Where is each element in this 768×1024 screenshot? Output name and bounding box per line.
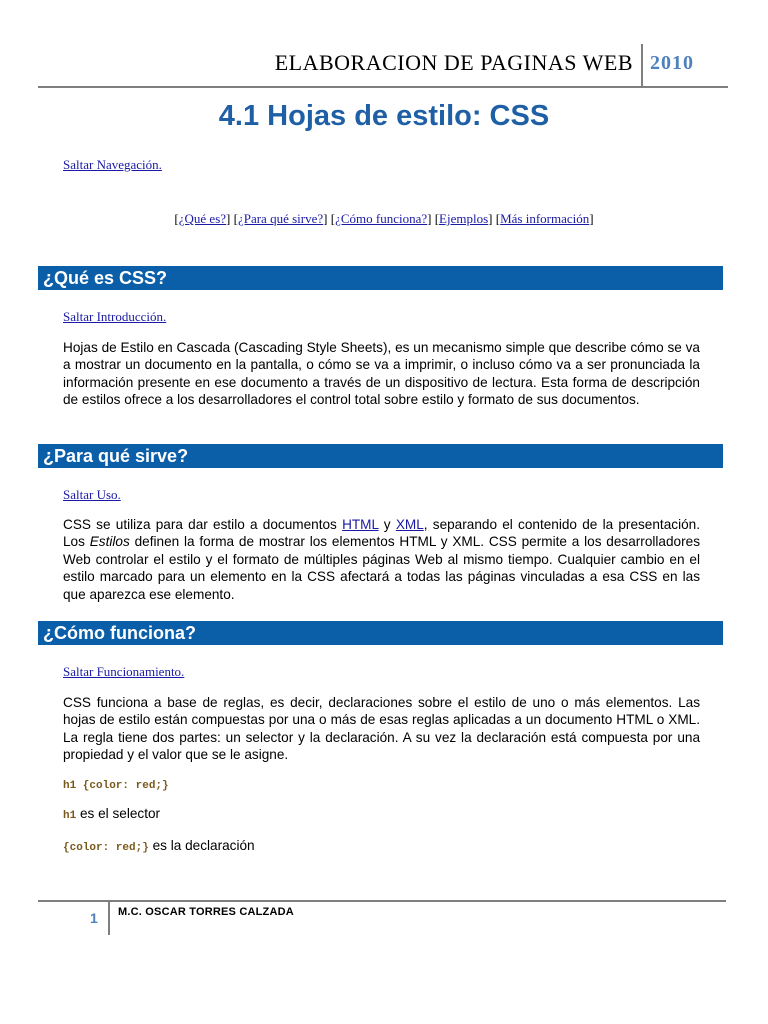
- page-title: 4.1 Hojas de estilo: CSS: [218, 100, 550, 132]
- purpose-text-2: y: [378, 517, 396, 532]
- header-rule: [38, 86, 728, 88]
- declaration-text: es la declaración: [148, 838, 255, 853]
- page-header: [38, 44, 728, 88]
- nav-link-what[interactable]: ¿Qué es?: [178, 211, 227, 226]
- skip-intro-link[interactable]: Saltar Introducción.: [63, 309, 167, 324]
- purpose-paragraph: [63, 516, 700, 603]
- skip-navigation-link[interactable]: Saltar Navegación.: [63, 157, 162, 172]
- skip-how-link[interactable]: Saltar Funcionamiento.: [63, 664, 185, 679]
- purpose-text-em: Estilos: [89, 534, 130, 550]
- footer-rule: [38, 900, 726, 902]
- nav-link-examples[interactable]: Ejemplos: [439, 211, 489, 226]
- skip-use-link[interactable]: Saltar Uso.: [63, 487, 121, 502]
- section-heading-how: ¿Cómo funciona?: [38, 621, 723, 645]
- selector-line: [63, 806, 160, 822]
- section-navigation: [¿Qué es?] [¿Para qué sirve?] [¿Cómo funciona?] [Ejemplos] [Más información]: [174, 211, 594, 226]
- skip-use-wrap: [63, 487, 121, 503]
- code-selector: h1: [63, 810, 77, 822]
- section-heading-what: ¿Qué es CSS?: [38, 266, 723, 290]
- selector-text: es el selector: [76, 806, 161, 821]
- nav-link-purpose[interactable]: ¿Para qué sirve?: [237, 211, 324, 226]
- code-rule: h1 {color: red;}: [63, 780, 169, 792]
- nav-link-how[interactable]: ¿Cómo funciona?: [335, 211, 428, 226]
- footer-divider: [108, 901, 110, 935]
- skip-how-wrap: [63, 664, 184, 680]
- header-title: ELABORACION DE PAGINAS WEB: [274, 50, 633, 75]
- nav-link-more-info[interactable]: Más información: [500, 211, 590, 226]
- page-number: 1: [90, 910, 98, 926]
- footer-author: M.C. OSCAR TORRES CALZADA: [118, 906, 294, 918]
- what-paragraph: Hojas de Estilo en Cascada (Cascading Style Sheets), es un mecanismo simple que describe cómo se va a mostrar un documento en la pantalla, o cómo se va a imprimir, o incluso cómo va a ser pronunciada la información presente en ese documento a través de un dispositivo de lectura. Esta forma de descripción de estilos ofrece a los desarrolladores el control total sobre estilo y formato de sus documentos.: [63, 340, 700, 408]
- purpose-text-4: definen la forma de mostrar los elementos HTML y XML. CSS permite a los desarrolladores Web controlar el estilo y el formato de múltiples páginas Web al mismo tiempo. Cualquier cambio en el estilo marcado para un elemento en la CSS afectará a todas las páginas vinculadas a esa CSS en las que aparezca ese elemento.: [63, 534, 700, 602]
- header-year: 2010: [650, 52, 694, 74]
- header-divider: [641, 44, 643, 88]
- how-paragraph: CSS funciona a base de reglas, es decir, declaraciones sobre el estilo de uno o más elementos. Las hojas de estilo están compuestas por una o más de esas reglas aplicadas a un documento HTML o XML. La regla tiene dos partes: un selector y la declaración. A su vez la declaración está compuesta por una propiedad y el valor que se le asigne.: [63, 695, 700, 763]
- xml-link[interactable]: XML: [395, 517, 424, 532]
- code-rule-line: [63, 776, 169, 792]
- html-link[interactable]: HTML: [342, 517, 379, 532]
- skip-nav-wrap: [63, 157, 162, 173]
- purpose-text-3: , separando el contenido de la presentación. Los: [63, 517, 700, 550]
- skip-intro-wrap: [63, 309, 166, 325]
- code-declaration: {color: red;}: [63, 842, 149, 854]
- section-heading-purpose: ¿Para qué sirve?: [38, 444, 723, 468]
- purpose-text-1: CSS se utiliza para dar estilo a documentos: [63, 517, 343, 532]
- declaration-line: [63, 838, 255, 854]
